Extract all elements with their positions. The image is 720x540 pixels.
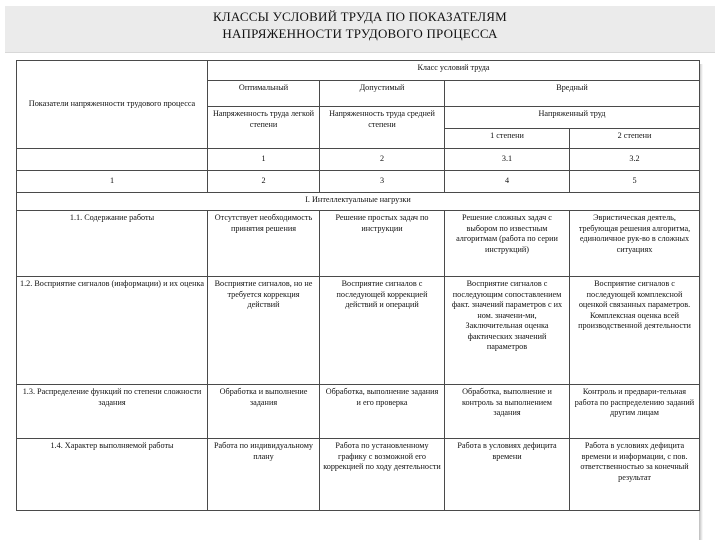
indicators-header: Показатели напряженности трудового процесса <box>17 61 208 149</box>
class-conditions-header: Класс условий труда <box>208 61 700 81</box>
table-cell: Восприятие сигналов с последующей комплексной оценкой связанных параметров. Комплексная оценка всей производственной деятельности <box>570 277 700 385</box>
title-line-2: НАПРЯЖЕННОСТИ ТРУДОВОГО ПРОЦЕССА <box>222 26 498 41</box>
harmful-header: Вредный <box>445 81 700 107</box>
column-number: 5 <box>570 171 700 193</box>
row-label: 1.3. Распределение функций по степени сложности задания <box>17 385 208 439</box>
table-cell: Работа по индивидуальному плану <box>208 439 320 511</box>
table-cell: Решение сложных задач с выбором по известным алгоритмам (работа по серии инструкций) <box>445 211 570 277</box>
optimal-header: Оптимальный <box>208 81 320 107</box>
class-code-empty <box>17 149 208 171</box>
table-cell: Эвристическая деятель, требующая решения алгоритма, единоличное рук-во в сложных ситуациях <box>570 211 700 277</box>
column-number: 4 <box>445 171 570 193</box>
column-number: 1 <box>17 171 208 193</box>
table-cell: Отсутствует необходимость принятия решения <box>208 211 320 277</box>
degree-1-header: 1 степени <box>445 129 570 149</box>
light-header: Напряженность труда легкой степени <box>208 107 320 149</box>
class-code-3-2: 3.2 <box>570 149 700 171</box>
class-code-3-1: 3.1 <box>445 149 570 171</box>
row-label: 1.1. Содержание работы <box>17 211 208 277</box>
column-number: 2 <box>208 171 320 193</box>
table-cell: Восприятие сигналов с последующим сопоставлением факт. значений параметров с их ном. значени-ми, Заключительная оценка фактических значений параметров <box>445 277 570 385</box>
table-cell: Работа по установленному графику с возможной его коррекцией по ходу деятельности <box>320 439 445 511</box>
table-cell: Решение простых задач по инструкции <box>320 211 445 277</box>
medium-header: Напряженность труда средней степени <box>320 107 445 149</box>
table-cell: Работа в условиях дефицита времени и информации, с пов. ответственностью за конечный результат <box>570 439 700 511</box>
degree-2-header: 2 степени <box>570 129 700 149</box>
table-cell: Работа в условиях дефицита времени <box>445 439 570 511</box>
table-cell: Контроль и предвари-тельная работа по распределению заданий другим лицам <box>570 385 700 439</box>
table-cell: Восприятие сигналов с последующей коррекцией действий и операций <box>320 277 445 385</box>
row-label: 1.4. Характер выполняемой работы <box>17 439 208 511</box>
section-header: I. Интеллектуальные нагрузки <box>17 193 700 211</box>
table-cell: Восприятие сигналов, но не требуется коррекция действий <box>208 277 320 385</box>
intense-header: Напряженный труд <box>445 107 700 129</box>
row-label: 1.2. Восприятие сигналов (информации) и их оценка <box>17 277 208 385</box>
acceptable-header: Допустимый <box>320 81 445 107</box>
table-cell: Обработка, выполнение и контроль за выполнением задания <box>445 385 570 439</box>
title-line-1: КЛАССЫ УСЛОВИЙ ТРУДА ПО ПОКАЗАТЕЛЯМ <box>213 9 507 24</box>
page-title <box>0 8 720 42</box>
conditions-table <box>16 60 700 511</box>
table-cell: Обработка и выполнение задания <box>208 385 320 439</box>
table-cell: Обработка, выполнение задания и его проверка <box>320 385 445 439</box>
column-number: 3 <box>320 171 445 193</box>
class-code-1: 1 <box>208 149 320 171</box>
class-code-2: 2 <box>320 149 445 171</box>
